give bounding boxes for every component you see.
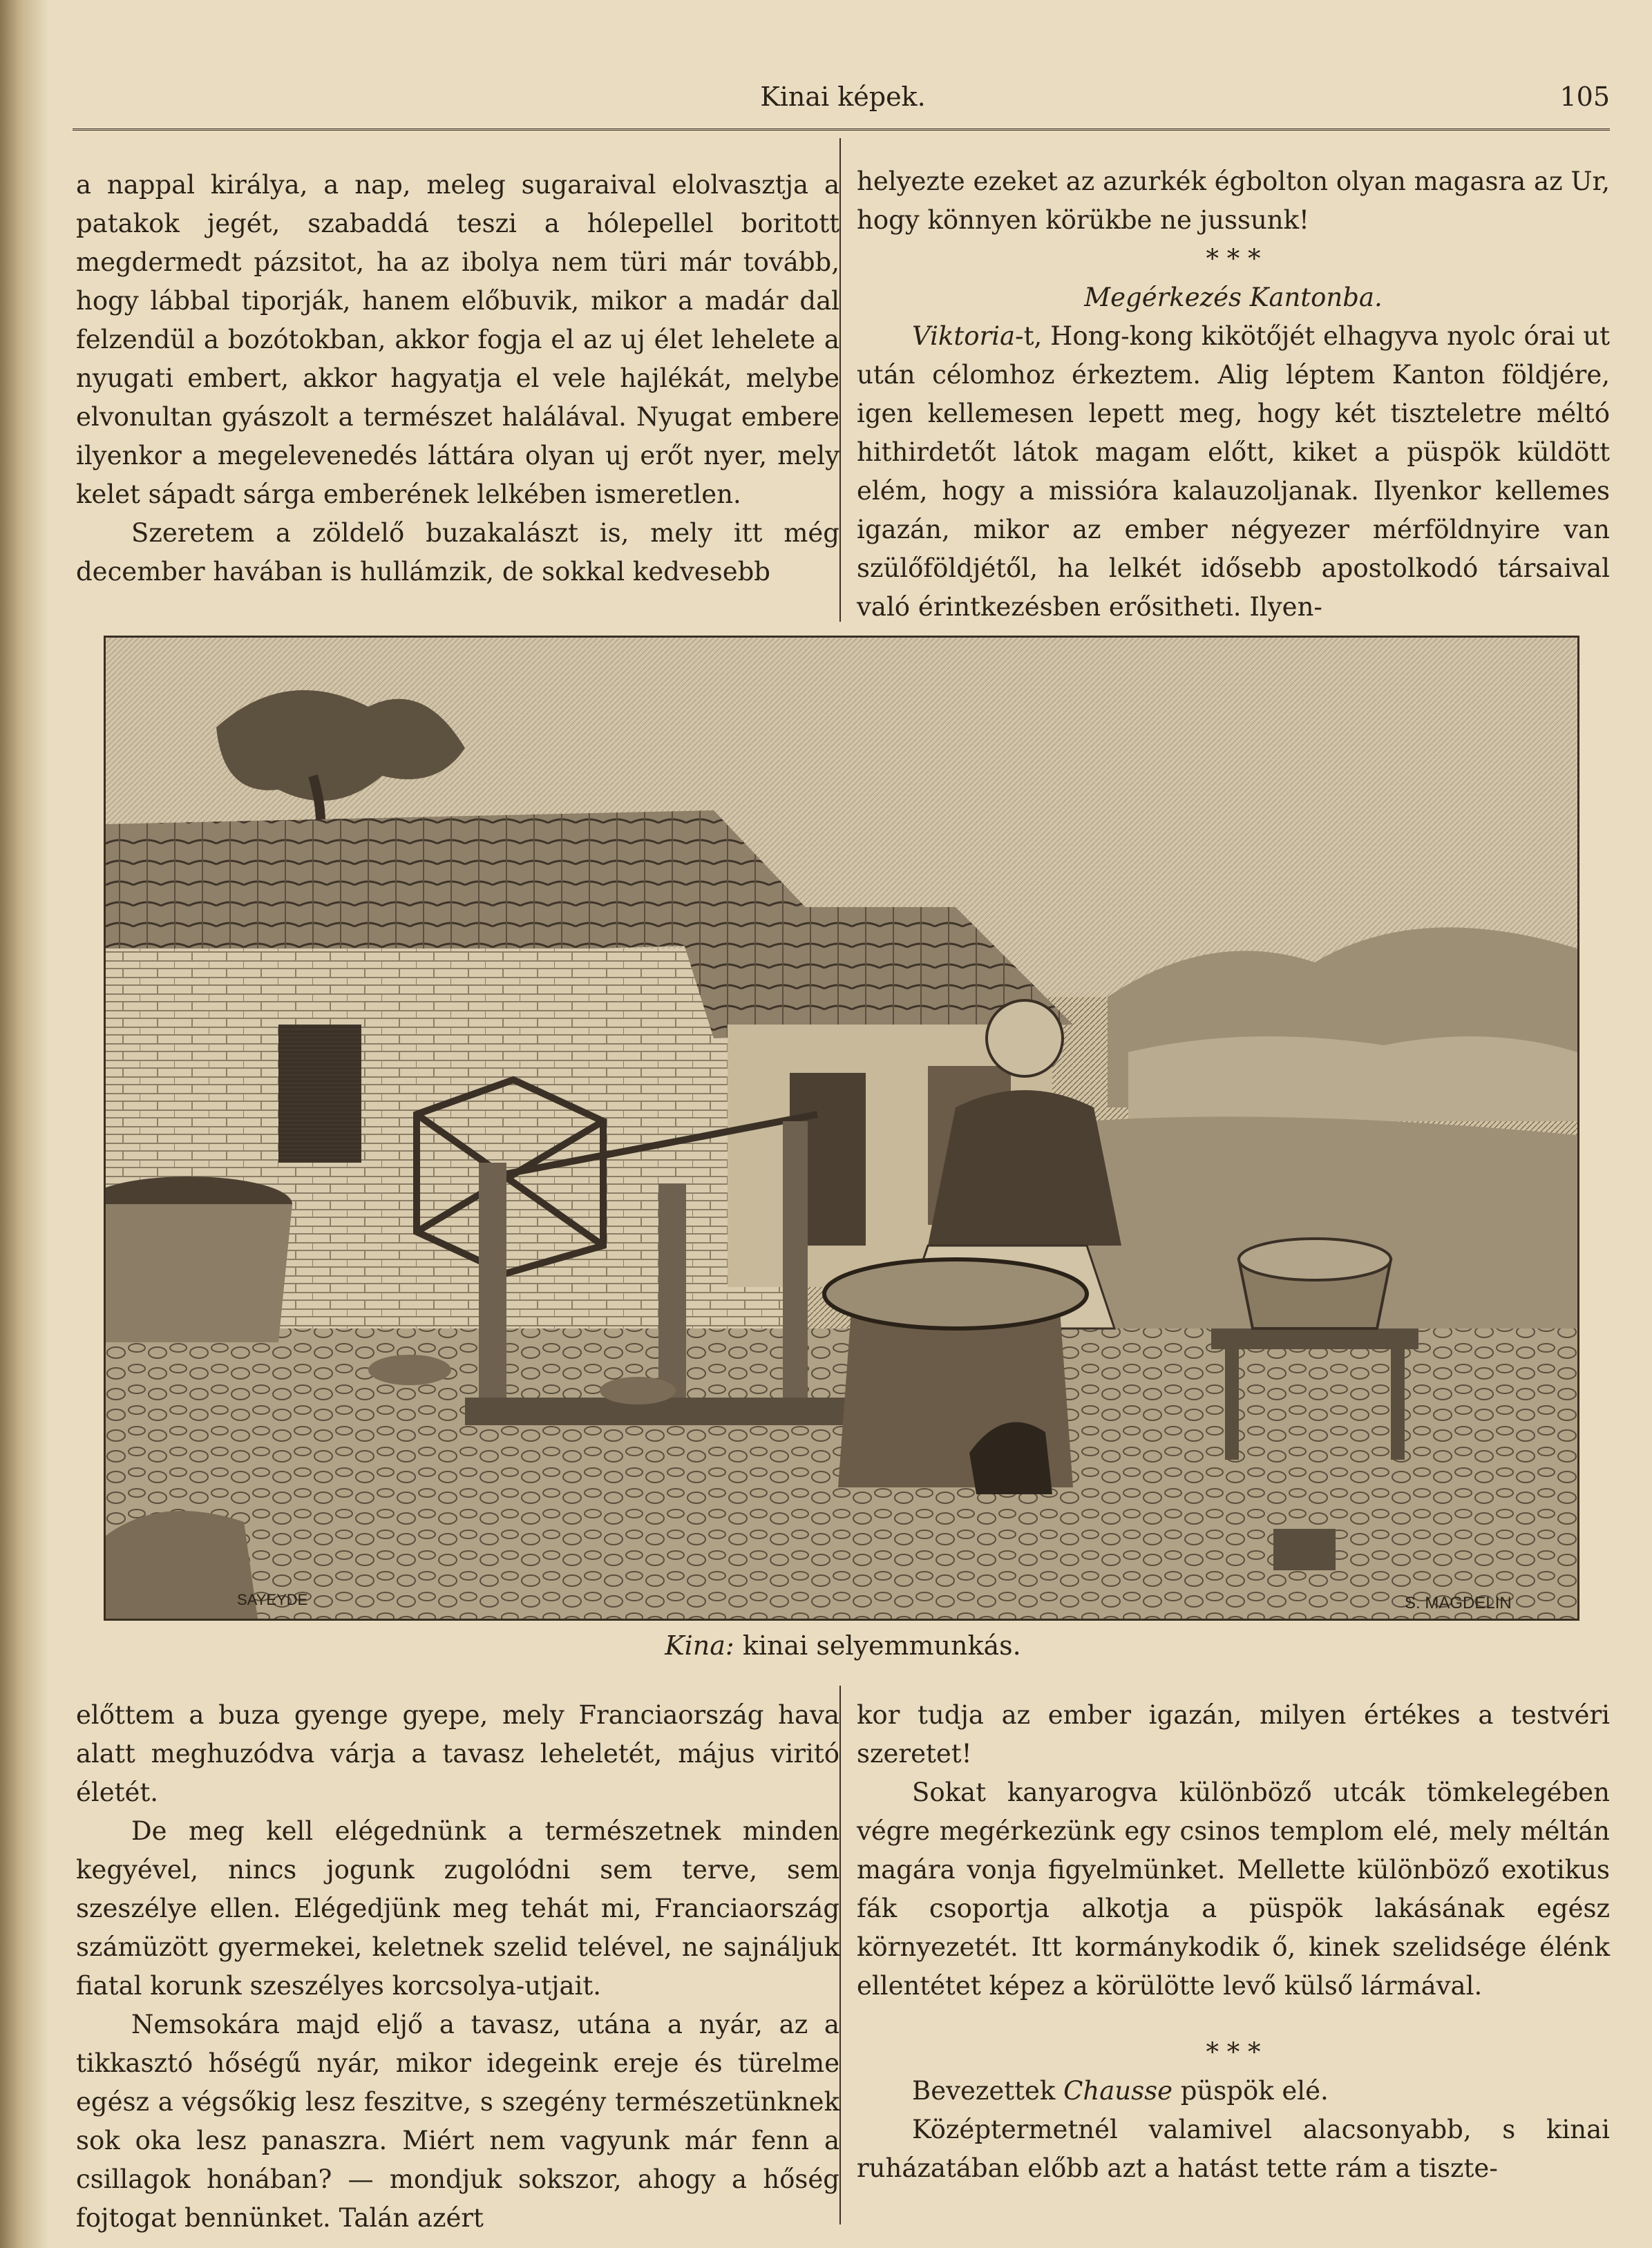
paragraph: kor tudja az ember igazán, milyen értékes a testvéri szeretet! (857, 1700, 1610, 1769)
column-right-top (857, 162, 1610, 627)
paragraph: a nappal királya, a nap, meleg sugaraival elolvasztja a patakok jegét, szabaddá teszi a hólepellel boritott megdermedt pázsitot, ha az ibolya nem türi már tovább, hogy lábbal tiporják, hanem előbuvik, mikor a madár dal felzendül a bozótokban, akkor fogja el az uj élet lehelete a nyugati embert, akkor hagyatja el vele hajlékát, melybe elvonultan gyászolt a természet halálával. Nyugat embere ilyenkor a megelevenedés láttára olyan uj erőt nyer, mely kelet sápadt sárga emberének lelkében ismeretlen. (76, 170, 839, 509)
header-rule (73, 128, 1610, 131)
paragraph: Bevezettek Chausse püspök elé. (912, 2076, 1329, 2106)
silk-worker-engraving (106, 638, 1577, 1619)
paragraph: előttem a buza gyenge gyepe, mely Franciaország hava alatt meghuzódva várja a tavasz leheletét, május viritó életét. (76, 1700, 839, 1807)
section-title: Megérkezés Kantonba. (1084, 283, 1383, 312)
page-number: 105 (1559, 82, 1610, 112)
running-header (76, 82, 1610, 123)
engraving-illustration (104, 636, 1579, 1621)
paragraph: De meg kell elégednünk a természetnek minden kegyével, nincs jogunk zugolódni sem terve, sem szeszélye ellen. Elégedjünk meg tehát mi, Franciaország számüzött gyermekei, keletnek szelid telével, ne sajnáljuk fiatal korunk szeszélyes korcsolya-utjait. (76, 1816, 839, 2001)
paragraph: Szeretem a zöldelő buzakalászt is, mely itt még december havában is hullámzik, de sokkal kedvesebb (76, 518, 839, 587)
section-stars: * * * (1206, 244, 1261, 274)
engraver-signature-left: SAYEYDE (237, 1591, 308, 1608)
column-left-bottom (76, 1696, 839, 2238)
column-left-top (76, 166, 839, 591)
paragraph: Nemsokára majd eljő a tavasz, utána a nyár, az a tikkasztó hőségű nyár, mikor idegeink ereje és türelme egész a végsőkig lesz feszitve, s szegény természetünknek sok oka lesz panaszra. Miért nem vagyunk már fenn a csillagok honában? — mondjuk sokszor, ahogy a hőség fojtogat bennünket. Talán azért (76, 2010, 839, 2233)
paragraph: Viktoria-t, Hong-kong kikötőjét elhagyva nyolc órai ut után célomhoz érkeztem. Alig léptem Kanton földjére, igen kellemesen lepett meg, hogy két tiszteletre méltó hithirdetőt látok magam előtt, kiket a püspök küldött elém, hogy a missióra kalauzoljanak. Ilyenkor kellemes igazán, mikor az ember négyezer mérföldnyire van szülőföldjétől, ha lelkét idősebb apostolkodó társaival való érintkezésben erősitheti. Ilyen- (857, 321, 1610, 622)
column-right-bottom (857, 1696, 1610, 2188)
running-title: Kinai képek. (760, 82, 926, 112)
column-divider (839, 138, 841, 622)
page-gutter-shadow (0, 0, 48, 2248)
paragraph: Középtermetnél valamivel alacsonyabb, s kinai ruházatában előbb azt a hatást tette rám a tiszte- (857, 2115, 1610, 2183)
figure-caption: Kina: kinai selyemmunkás. (665, 1630, 1021, 1661)
paragraph: helyezte ezeket az azurkék égbolton olyan magasra az Ur, hogy könnyen körükbe ne jussunk! (857, 166, 1610, 235)
paragraph: Sokat kanyarogva különböző utcák tömkelegében végre megérkezünk egy csinos templom elé, mely méltán magára vonja figyelmünket. Mellette különböző exotikus fák csoportja alkotja a püspök lakásának egész környezetét. Itt kormánykodik ő, kinek szelidsége élénk ellentétet képez a körülötte levő külső lármával. (857, 1778, 1610, 2001)
column-divider (839, 1686, 841, 2225)
section-stars: * * * (1206, 2037, 1261, 2067)
engraver-signature-right: S. MAGDELIN (1405, 1594, 1512, 1612)
